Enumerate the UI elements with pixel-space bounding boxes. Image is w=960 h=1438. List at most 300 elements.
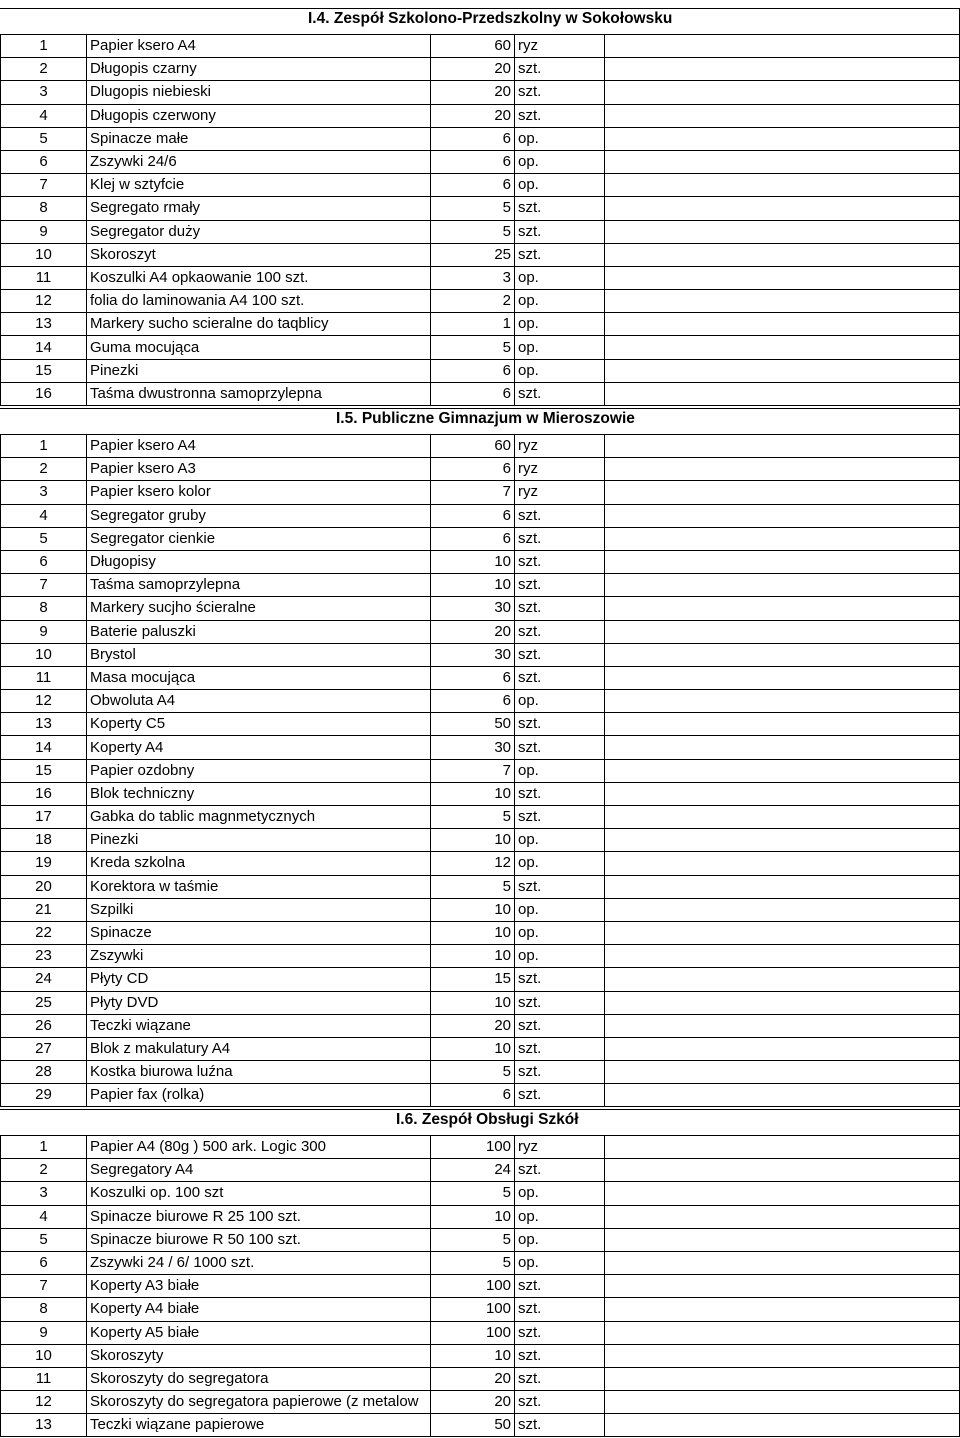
item-quantity[interactable]: 6 (431, 504, 515, 527)
table-row (1, 1014, 960, 1037)
item-number[interactable]: 23 (1, 945, 87, 968)
item-number[interactable]: 28 (1, 1061, 87, 1084)
item-name[interactable]: Pinezki (87, 359, 431, 382)
item-unit[interactable]: op. (515, 759, 605, 782)
item-name[interactable]: Skoroszyty do segregatora (87, 1367, 431, 1390)
item-name[interactable]: Skoroszyty (87, 1344, 431, 1367)
item-name[interactable]: Segregato rmały (87, 197, 431, 220)
item-unit[interactable]: szt. (515, 736, 605, 759)
item-unit[interactable]: szt. (515, 1014, 605, 1037)
empty-cell[interactable] (605, 1136, 960, 1159)
item-number[interactable]: 7 (1, 574, 87, 597)
item-number[interactable]: 2 (1, 58, 87, 81)
item-number[interactable]: 1 (1, 35, 87, 58)
item-number[interactable]: 9 (1, 1321, 87, 1344)
item-unit[interactable]: szt. (515, 1159, 605, 1182)
item-name[interactable]: Płyty CD (87, 968, 431, 991)
item-number[interactable]: 15 (1, 359, 87, 382)
item-unit[interactable]: op. (515, 898, 605, 921)
empty-cell[interactable] (605, 643, 960, 666)
item-unit[interactable]: szt. (515, 875, 605, 898)
item-name[interactable]: Klej w sztyfcie (87, 174, 431, 197)
item-number[interactable]: 29 (1, 1084, 87, 1107)
empty-cell[interactable] (605, 481, 960, 504)
item-number[interactable]: 25 (1, 991, 87, 1014)
item-name[interactable]: folia do laminowania A4 100 szt. (87, 290, 431, 313)
item-unit[interactable]: szt. (515, 527, 605, 550)
item-quantity[interactable]: 6 (431, 1084, 515, 1107)
item-number[interactable]: 10 (1, 243, 87, 266)
empty-cell[interactable] (605, 504, 960, 527)
item-quantity[interactable]: 10 (431, 1205, 515, 1228)
item-quantity[interactable]: 12 (431, 852, 515, 875)
item-unit[interactable]: ryz (515, 481, 605, 504)
item-quantity[interactable]: 100 (431, 1275, 515, 1298)
item-unit[interactable]: szt. (515, 58, 605, 81)
item-name[interactable]: Długopis czerwony (87, 104, 431, 127)
empty-cell[interactable] (605, 382, 960, 405)
item-quantity[interactable]: 20 (431, 1391, 515, 1414)
item-unit[interactable]: szt. (515, 620, 605, 643)
item-quantity[interactable]: 24 (431, 1159, 515, 1182)
item-quantity[interactable]: 10 (431, 991, 515, 1014)
table-row (1, 1391, 960, 1414)
item-name[interactable]: Spinacze biurowe R 50 100 szt. (87, 1228, 431, 1251)
item-number[interactable]: 14 (1, 336, 87, 359)
item-number[interactable]: 2 (1, 1159, 87, 1182)
item-number[interactable]: 8 (1, 597, 87, 620)
item-name[interactable]: Zszywki (87, 945, 431, 968)
empty-cell[interactable] (605, 1367, 960, 1390)
empty-cell[interactable] (605, 574, 960, 597)
item-unit[interactable]: szt. (515, 666, 605, 689)
item-name[interactable]: Taśma samoprzylepna (87, 574, 431, 597)
item-quantity[interactable]: 5 (431, 1228, 515, 1251)
item-name[interactable]: Gabka do tablic magnmetycznych (87, 806, 431, 829)
item-unit[interactable]: szt. (515, 1037, 605, 1060)
empty-cell[interactable] (605, 150, 960, 173)
item-quantity[interactable]: 10 (431, 945, 515, 968)
item-unit[interactable]: szt. (515, 1275, 605, 1298)
item-quantity[interactable]: 30 (431, 736, 515, 759)
item-name[interactable]: Koperty A3 białe (87, 1275, 431, 1298)
item-quantity[interactable]: 5 (431, 1251, 515, 1274)
empty-cell[interactable] (605, 359, 960, 382)
item-number[interactable]: 16 (1, 782, 87, 805)
table-row (1, 1298, 960, 1321)
item-name[interactable]: Koperty C5 (87, 713, 431, 736)
item-number[interactable]: 4 (1, 504, 87, 527)
empty-cell[interactable] (605, 550, 960, 573)
item-number[interactable]: 13 (1, 313, 87, 336)
empty-cell[interactable] (605, 782, 960, 805)
empty-cell[interactable] (605, 597, 960, 620)
item-unit[interactable]: szt. (515, 1321, 605, 1344)
item-quantity[interactable]: 50 (431, 1414, 515, 1437)
empty-cell[interactable] (605, 736, 960, 759)
item-unit[interactable]: ryz (515, 458, 605, 481)
item-name[interactable]: Kreda szkolna (87, 852, 431, 875)
item-quantity[interactable]: 5 (431, 1061, 515, 1084)
item-quantity[interactable]: 10 (431, 1344, 515, 1367)
item-name[interactable]: Koszulki op. 100 szt (87, 1182, 431, 1205)
item-number[interactable]: 12 (1, 290, 87, 313)
item-quantity[interactable]: 1 (431, 313, 515, 336)
item-name[interactable]: Kostka biurowa luźna (87, 1061, 431, 1084)
item-quantity[interactable]: 10 (431, 921, 515, 944)
item-unit[interactable]: szt. (515, 1391, 605, 1414)
item-number[interactable]: 3 (1, 81, 87, 104)
item-unit[interactable]: ryz (515, 35, 605, 58)
item-name[interactable]: Korektora w taśmie (87, 875, 431, 898)
item-quantity[interactable]: 3 (431, 266, 515, 289)
empty-cell[interactable] (605, 290, 960, 313)
item-quantity[interactable]: 2 (431, 290, 515, 313)
table-row (1, 290, 960, 313)
item-number[interactable]: 27 (1, 1037, 87, 1060)
item-quantity[interactable]: 7 (431, 759, 515, 782)
item-name[interactable]: Segregatory A4 (87, 1159, 431, 1182)
empty-cell[interactable] (605, 1414, 960, 1437)
item-number[interactable]: 1 (1, 435, 87, 458)
item-quantity[interactable]: 20 (431, 620, 515, 643)
item-quantity[interactable]: 60 (431, 35, 515, 58)
empty-cell[interactable] (605, 266, 960, 289)
item-name[interactable]: Obwoluta A4 (87, 690, 431, 713)
item-number[interactable]: 18 (1, 829, 87, 852)
empty-cell[interactable] (605, 104, 960, 127)
empty-cell[interactable] (605, 1321, 960, 1344)
item-unit[interactable]: szt. (515, 1298, 605, 1321)
item-name[interactable]: Blok z makulatury A4 (87, 1037, 431, 1060)
item-quantity[interactable]: 5 (431, 197, 515, 220)
empty-cell[interactable] (605, 968, 960, 991)
item-unit[interactable]: op. (515, 290, 605, 313)
item-unit[interactable]: op. (515, 829, 605, 852)
item-quantity[interactable]: 5 (431, 1182, 515, 1205)
empty-cell[interactable] (605, 81, 960, 104)
item-name[interactable]: Zszywki 24/6 (87, 150, 431, 173)
item-number[interactable]: 4 (1, 1205, 87, 1228)
item-quantity[interactable]: 6 (431, 458, 515, 481)
item-unit[interactable]: szt. (515, 643, 605, 666)
item-unit[interactable]: op. (515, 127, 605, 150)
empty-cell[interactable] (605, 1084, 960, 1107)
empty-cell[interactable] (605, 666, 960, 689)
item-quantity[interactable]: 5 (431, 875, 515, 898)
empty-cell[interactable] (605, 458, 960, 481)
empty-cell[interactable] (605, 527, 960, 550)
item-name[interactable]: Blok techniczny (87, 782, 431, 805)
item-quantity[interactable]: 7 (431, 481, 515, 504)
empty-cell[interactable] (605, 1037, 960, 1060)
item-number[interactable]: 7 (1, 174, 87, 197)
item-number[interactable]: 9 (1, 620, 87, 643)
item-number[interactable]: 5 (1, 527, 87, 550)
item-quantity[interactable]: 5 (431, 220, 515, 243)
item-unit[interactable]: szt. (515, 382, 605, 405)
table-row (1, 829, 960, 852)
empty-cell[interactable] (605, 991, 960, 1014)
item-unit[interactable]: szt. (515, 597, 605, 620)
item-number[interactable]: 10 (1, 643, 87, 666)
item-name[interactable]: Papier ksero A4 (87, 35, 431, 58)
empty-cell[interactable] (605, 1391, 960, 1414)
item-unit[interactable]: szt. (515, 504, 605, 527)
item-unit[interactable]: szt. (515, 991, 605, 1014)
item-unit[interactable]: op. (515, 266, 605, 289)
empty-cell[interactable] (605, 313, 960, 336)
item-quantity[interactable]: 50 (431, 713, 515, 736)
item-name[interactable]: Długopis czarny (87, 58, 431, 81)
item-number[interactable]: 8 (1, 1298, 87, 1321)
empty-cell[interactable] (605, 1298, 960, 1321)
empty-cell[interactable] (605, 1159, 960, 1182)
item-unit[interactable]: szt. (515, 550, 605, 573)
item-unit[interactable]: szt. (515, 574, 605, 597)
item-number[interactable]: 1 (1, 1136, 87, 1159)
item-number[interactable]: 11 (1, 666, 87, 689)
item-number[interactable]: 3 (1, 1182, 87, 1205)
item-quantity[interactable]: 10 (431, 782, 515, 805)
item-quantity[interactable]: 60 (431, 435, 515, 458)
item-number[interactable]: 14 (1, 736, 87, 759)
item-name[interactable]: Brystol (87, 643, 431, 666)
item-unit[interactable]: szt. (515, 782, 605, 805)
table-row (1, 690, 960, 713)
empty-cell[interactable] (605, 243, 960, 266)
empty-cell[interactable] (605, 945, 960, 968)
item-quantity[interactable]: 100 (431, 1298, 515, 1321)
item-quantity[interactable]: 5 (431, 336, 515, 359)
item-quantity[interactable]: 100 (431, 1136, 515, 1159)
item-quantity[interactable]: 20 (431, 1367, 515, 1390)
item-unit[interactable]: op. (515, 1251, 605, 1274)
item-quantity[interactable]: 20 (431, 81, 515, 104)
item-name[interactable]: Koszulki A4 opkaowanie 100 szt. (87, 266, 431, 289)
item-number[interactable]: 21 (1, 898, 87, 921)
empty-cell[interactable] (605, 1205, 960, 1228)
item-number[interactable]: 10 (1, 1344, 87, 1367)
item-name[interactable]: Papier fax (rolka) (87, 1084, 431, 1107)
item-number[interactable]: 6 (1, 550, 87, 573)
item-quantity[interactable]: 10 (431, 550, 515, 573)
item-unit[interactable]: op. (515, 945, 605, 968)
empty-cell[interactable] (605, 435, 960, 458)
item-number[interactable]: 22 (1, 921, 87, 944)
empty-cell[interactable] (605, 921, 960, 944)
item-unit[interactable]: op. (515, 313, 605, 336)
empty-cell[interactable] (605, 1228, 960, 1251)
item-name[interactable]: Markery sucho scieralne do taqblicy (87, 313, 431, 336)
item-unit[interactable]: szt. (515, 197, 605, 220)
item-unit[interactable]: op. (515, 359, 605, 382)
item-name[interactable]: Koperty A4 białe (87, 1298, 431, 1321)
empty-cell[interactable] (605, 197, 960, 220)
item-quantity[interactable]: 30 (431, 597, 515, 620)
item-number[interactable]: 19 (1, 852, 87, 875)
item-number[interactable]: 3 (1, 481, 87, 504)
item-quantity[interactable]: 5 (431, 806, 515, 829)
item-number[interactable]: 7 (1, 1275, 87, 1298)
item-name[interactable]: Papier A4 (80g ) 500 ark. Logic 300 (87, 1136, 431, 1159)
table-row (1, 806, 960, 829)
item-name[interactable]: Markery sucjho ścieralne (87, 597, 431, 620)
empty-cell[interactable] (605, 174, 960, 197)
item-unit[interactable]: op. (515, 174, 605, 197)
item-unit[interactable]: ryz (515, 435, 605, 458)
item-number[interactable]: 8 (1, 197, 87, 220)
item-name[interactable]: Segregator gruby (87, 504, 431, 527)
empty-cell[interactable] (605, 620, 960, 643)
item-unit[interactable]: szt. (515, 1367, 605, 1390)
item-unit[interactable]: szt. (515, 1344, 605, 1367)
item-name[interactable]: Baterie paluszki (87, 620, 431, 643)
item-number[interactable]: 6 (1, 1251, 87, 1274)
item-quantity[interactable]: 6 (431, 150, 515, 173)
empty-cell[interactable] (605, 1182, 960, 1205)
empty-cell[interactable] (605, 35, 960, 58)
item-number[interactable]: 2 (1, 458, 87, 481)
item-unit[interactable]: op. (515, 1182, 605, 1205)
item-quantity[interactable]: 100 (431, 1321, 515, 1344)
item-number[interactable]: 12 (1, 690, 87, 713)
empty-cell[interactable] (605, 1061, 960, 1084)
section-title: I.6. Zespół Obsługi Szkół (396, 1111, 579, 1128)
empty-cell[interactable] (605, 1014, 960, 1037)
item-number[interactable]: 26 (1, 1014, 87, 1037)
item-number[interactable]: 11 (1, 266, 87, 289)
item-quantity[interactable]: 6 (431, 690, 515, 713)
empty-cell[interactable] (605, 58, 960, 81)
item-number[interactable]: 6 (1, 150, 87, 173)
item-unit[interactable]: op. (515, 1228, 605, 1251)
item-number[interactable]: 13 (1, 1414, 87, 1437)
item-name[interactable]: Guma mocująca (87, 336, 431, 359)
item-quantity[interactable]: 6 (431, 382, 515, 405)
item-quantity[interactable]: 6 (431, 359, 515, 382)
item-name[interactable]: Papier ksero A3 (87, 458, 431, 481)
item-name[interactable]: Papier ozdobny (87, 759, 431, 782)
item-name[interactable]: Szpilki (87, 898, 431, 921)
item-unit[interactable]: szt. (515, 1084, 605, 1107)
item-unit[interactable]: ryz (515, 1136, 605, 1159)
empty-cell[interactable] (605, 829, 960, 852)
item-number[interactable]: 13 (1, 713, 87, 736)
item-unit[interactable]: szt. (515, 806, 605, 829)
item-number[interactable]: 15 (1, 759, 87, 782)
empty-cell[interactable] (605, 875, 960, 898)
empty-cell[interactable] (605, 713, 960, 736)
item-name[interactable]: Spinacze (87, 921, 431, 944)
item-unit[interactable]: szt. (515, 1061, 605, 1084)
item-name[interactable]: Papier ksero A4 (87, 435, 431, 458)
item-quantity[interactable]: 15 (431, 968, 515, 991)
item-unit[interactable]: szt. (515, 968, 605, 991)
item-unit[interactable]: op. (515, 1205, 605, 1228)
item-name[interactable]: Pinezki (87, 829, 431, 852)
empty-cell[interactable] (605, 336, 960, 359)
table-row (1, 1084, 960, 1107)
empty-cell[interactable] (605, 806, 960, 829)
item-name[interactable]: Płyty DVD (87, 991, 431, 1014)
item-name[interactable]: Spinacze biurowe R 25 100 szt. (87, 1205, 431, 1228)
item-unit[interactable]: szt. (515, 243, 605, 266)
item-number[interactable]: 12 (1, 1391, 87, 1414)
item-number[interactable]: 17 (1, 806, 87, 829)
item-name[interactable]: Zszywki 24 / 6/ 1000 szt. (87, 1251, 431, 1274)
items-table (0, 434, 960, 1107)
item-name[interactable]: Segregator cienkie (87, 527, 431, 550)
item-unit[interactable]: szt. (515, 713, 605, 736)
item-name[interactable]: Teczki wiązane (87, 1014, 431, 1037)
empty-cell[interactable] (605, 220, 960, 243)
item-name[interactable]: Dlugopis niebieski (87, 81, 431, 104)
item-name[interactable]: Skoroszyty do segregatora papierowe (z metalow (87, 1391, 431, 1414)
item-quantity[interactable]: 10 (431, 1037, 515, 1060)
item-unit[interactable]: op. (515, 921, 605, 944)
item-quantity[interactable]: 30 (431, 643, 515, 666)
item-unit[interactable]: szt. (515, 104, 605, 127)
item-name[interactable]: Długopisy (87, 550, 431, 573)
empty-cell[interactable] (605, 759, 960, 782)
item-unit[interactable]: op. (515, 852, 605, 875)
item-number[interactable]: 5 (1, 127, 87, 150)
item-unit[interactable]: szt. (515, 81, 605, 104)
item-number[interactable]: 11 (1, 1367, 87, 1390)
item-unit[interactable]: op. (515, 336, 605, 359)
item-number[interactable]: 16 (1, 382, 87, 405)
item-name[interactable]: Taśma dwustronna samoprzylepna (87, 382, 431, 405)
item-quantity[interactable]: 6 (431, 527, 515, 550)
item-quantity[interactable]: 25 (431, 243, 515, 266)
item-unit[interactable]: op. (515, 150, 605, 173)
empty-cell[interactable] (605, 898, 960, 921)
empty-cell[interactable] (605, 1251, 960, 1274)
item-quantity[interactable]: 6 (431, 174, 515, 197)
item-name[interactable]: Teczki wiązane papierowe (87, 1414, 431, 1437)
item-name[interactable]: Spinacze małe (87, 127, 431, 150)
empty-cell[interactable] (605, 1275, 960, 1298)
item-quantity[interactable]: 10 (431, 898, 515, 921)
item-name[interactable]: Segregator duży (87, 220, 431, 243)
item-quantity[interactable]: 10 (431, 574, 515, 597)
item-number[interactable]: 24 (1, 968, 87, 991)
empty-cell[interactable] (605, 690, 960, 713)
item-quantity[interactable]: 6 (431, 666, 515, 689)
item-quantity[interactable]: 10 (431, 829, 515, 852)
item-name[interactable]: Masa mocująca (87, 666, 431, 689)
item-quantity[interactable]: 20 (431, 104, 515, 127)
item-name[interactable]: Koperty A5 białe (87, 1321, 431, 1344)
item-unit[interactable]: op. (515, 690, 605, 713)
item-number[interactable]: 20 (1, 875, 87, 898)
item-number[interactable]: 5 (1, 1228, 87, 1251)
item-unit[interactable]: szt. (515, 1414, 605, 1437)
item-name[interactable]: Skoroszyt (87, 243, 431, 266)
empty-cell[interactable] (605, 1344, 960, 1367)
item-quantity[interactable]: 20 (431, 1014, 515, 1037)
empty-cell[interactable] (605, 127, 960, 150)
item-number[interactable]: 4 (1, 104, 87, 127)
item-quantity[interactable]: 6 (431, 127, 515, 150)
empty-cell[interactable] (605, 852, 960, 875)
item-quantity[interactable]: 20 (431, 58, 515, 81)
item-number[interactable]: 9 (1, 220, 87, 243)
item-unit[interactable]: szt. (515, 220, 605, 243)
item-name[interactable]: Papier ksero kolor (87, 481, 431, 504)
item-name[interactable]: Koperty A4 (87, 736, 431, 759)
